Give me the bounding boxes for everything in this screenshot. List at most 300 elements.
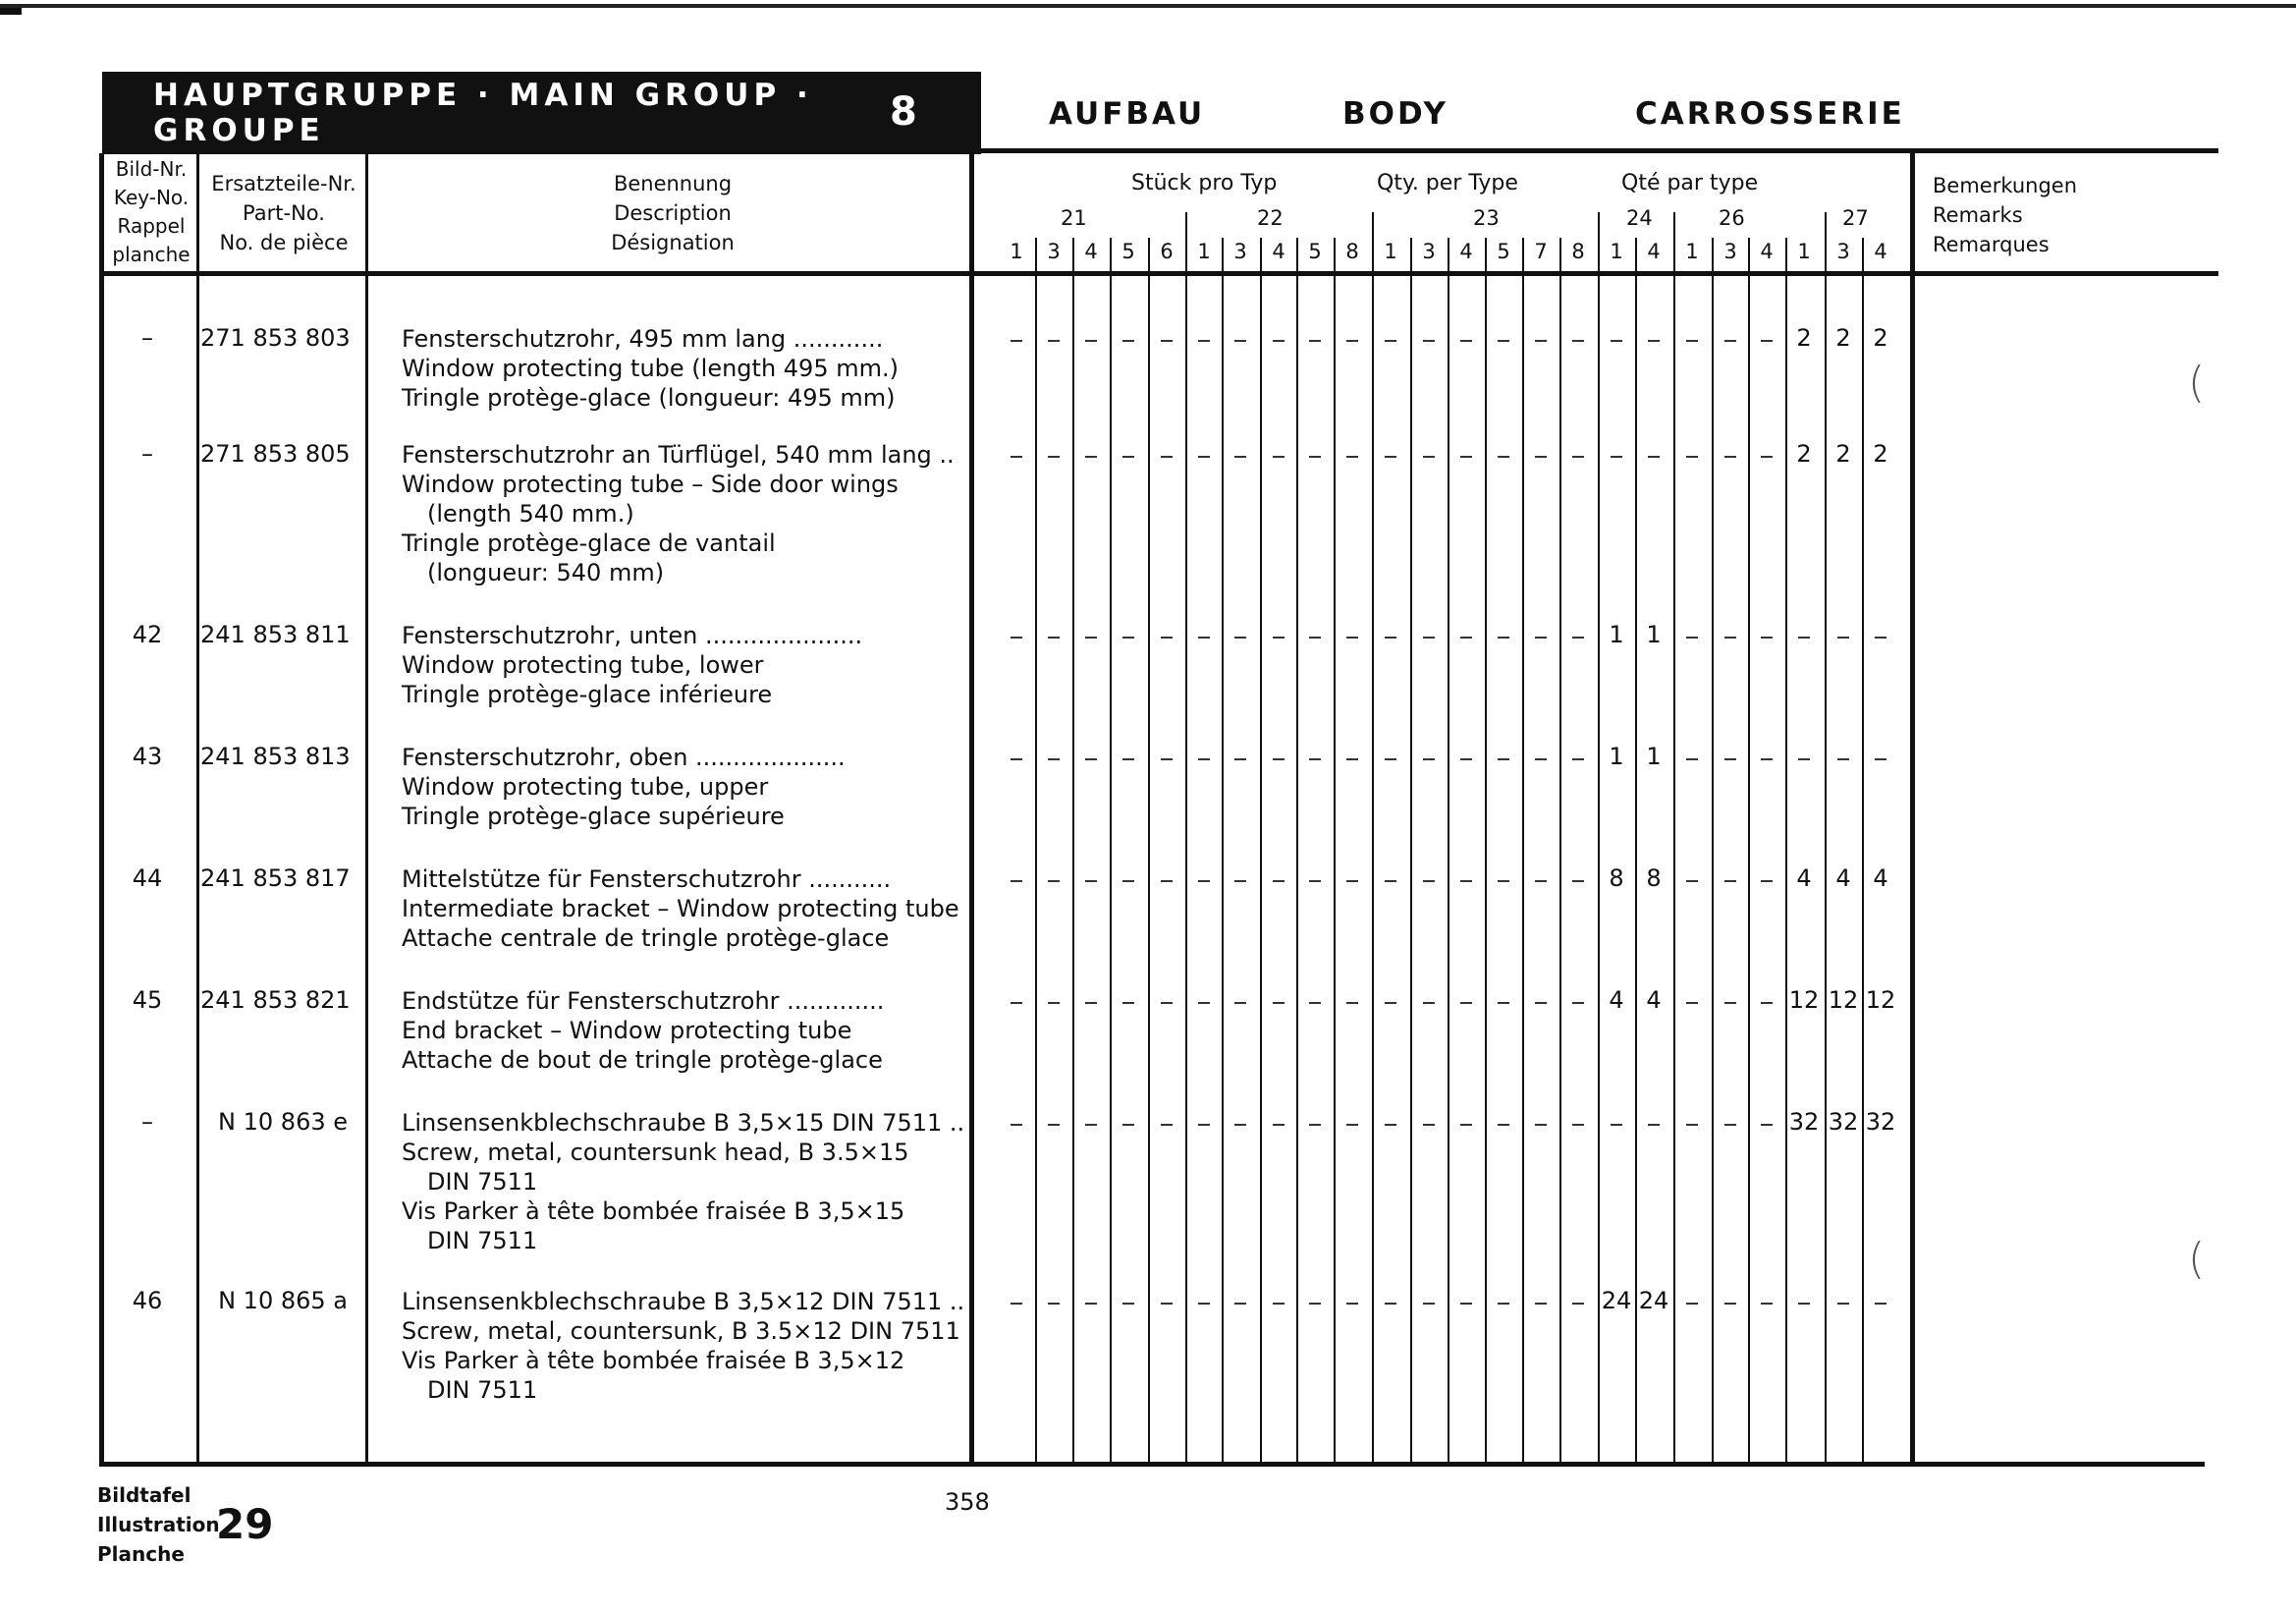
description-line: (longueur: 540 mm) (427, 559, 665, 586)
quantity-value: 1 (1646, 743, 1662, 770)
qty-header-french: Qté par type (1621, 171, 1759, 195)
quantity-dash (1198, 637, 1210, 639)
qty-column-line (1748, 238, 1750, 1464)
header-bottom-border (99, 271, 2218, 276)
type-number: 26 (1719, 206, 1745, 230)
description-line: Screw, metal, countersunk head, B 3.5×15 (402, 1139, 909, 1166)
type-group-separator (1598, 212, 1600, 238)
quantity-value: 32 (1865, 1108, 1896, 1136)
type-number: 23 (1473, 206, 1500, 230)
key-number: – (141, 440, 153, 468)
description-line: DIN 7511 (427, 1168, 538, 1196)
page-number: 358 (945, 1488, 990, 1516)
quantity-dash (1346, 456, 1358, 458)
header-rule (981, 148, 2218, 153)
subtype-number: 1 (1010, 240, 1023, 263)
description-line: Endstütze für Fensterschutzrohr ............. (402, 987, 885, 1015)
main-group-number: 8 (890, 89, 917, 135)
quantity-dash (1423, 340, 1435, 342)
quantity-dash (1611, 1124, 1622, 1126)
quantity-dash (1161, 1303, 1173, 1305)
quantity-dash (1011, 1124, 1022, 1126)
part-description (402, 324, 952, 413)
title-german: AUFBAU (1049, 96, 1206, 132)
quantity-value: 2 (1796, 324, 1812, 352)
description-line: Window protecting tube, upper (402, 773, 769, 801)
qty-column-line (1072, 238, 1074, 1464)
quantity-dash (1085, 637, 1097, 639)
quantity-dash (1724, 1303, 1736, 1305)
quantity-dash (1161, 637, 1173, 639)
key-number: 45 (132, 986, 163, 1014)
quantity-dash (1198, 456, 1210, 458)
subtype-number: 1 (1685, 240, 1699, 263)
key-number: – (141, 1108, 153, 1136)
quantity-dash (1572, 1124, 1584, 1126)
quantity-dash (1234, 1002, 1246, 1004)
quantity-dash (1234, 637, 1246, 639)
quantity-dash (1572, 1303, 1584, 1305)
type-group-separator (1673, 212, 1675, 238)
qty-column-line (1522, 238, 1524, 1464)
quantity-dash (1385, 1124, 1396, 1126)
quantity-dash (1309, 880, 1321, 882)
description-line: Mittelstütze für Fensterschutzrohr ........... (402, 865, 892, 893)
quantity-dash (1161, 340, 1173, 342)
type-number: 22 (1257, 206, 1284, 230)
quantity-value: 4 (1873, 864, 1888, 892)
quantity-dash (1346, 637, 1358, 639)
quantity-dash (1460, 1303, 1472, 1305)
quantity-dash (1309, 637, 1321, 639)
quantity-dash (1686, 1002, 1698, 1004)
quantity-dash (1234, 1124, 1246, 1126)
quantity-dash (1875, 1303, 1886, 1305)
part-number: 271 853 805 (200, 440, 351, 468)
quantity-dash (1460, 1002, 1472, 1004)
quantity-value: 2 (1796, 440, 1812, 468)
qty-column-line (1148, 238, 1150, 1464)
quantity-dash (1611, 456, 1622, 458)
quantity-dash (1423, 637, 1435, 639)
quantity-value: 1 (1609, 621, 1624, 648)
subtype-number: 3 (1233, 240, 1247, 263)
quantity-dash (1572, 637, 1584, 639)
quantity-value: 12 (1828, 986, 1859, 1014)
key-number: 42 (132, 621, 163, 648)
quantity-dash (1535, 340, 1547, 342)
qty-column-line (1185, 238, 1187, 1464)
quantity-dash (1385, 880, 1396, 882)
part-number: 271 853 803 (200, 324, 351, 352)
quantity-dash (1837, 758, 1849, 760)
quantity-dash (1346, 758, 1358, 760)
quantity-dash (1761, 1124, 1773, 1126)
qty-column-line (1110, 238, 1112, 1464)
quantity-dash (1346, 340, 1358, 342)
subtype-number: 1 (1610, 240, 1623, 263)
remarks-column-header: Bemerkungen Remarks Remarques (1933, 174, 2078, 256)
quantity-dash (1535, 456, 1547, 458)
quantity-dash (1161, 758, 1173, 760)
quantity-dash (1535, 1303, 1547, 1305)
quantity-dash (1048, 456, 1060, 458)
quantity-dash (1724, 1124, 1736, 1126)
punch-hole-mark: ( (2188, 1234, 2206, 1284)
key-number: 43 (132, 743, 163, 770)
quantity-dash (1611, 340, 1622, 342)
type-group-separator (1372, 212, 1374, 238)
subtype-number: 3 (1422, 240, 1436, 263)
quantity-dash (1837, 1303, 1849, 1305)
subtype-number: 4 (1459, 240, 1473, 263)
quantity-dash (1085, 1303, 1097, 1305)
key-number: 46 (132, 1287, 163, 1314)
description-line: End bracket – Window protecting tube (402, 1017, 852, 1044)
subtype-number: 3 (1836, 240, 1850, 263)
subtype-number: 5 (1497, 240, 1510, 263)
quantity-dash (1161, 456, 1173, 458)
qty-column-line (1862, 238, 1864, 1464)
quantity-dash (1460, 758, 1472, 760)
quantity-dash (1761, 456, 1773, 458)
qty-header-german: Stück pro Typ (1131, 171, 1278, 195)
quantity-value: 4 (1646, 986, 1662, 1014)
subtype-number: 8 (1571, 240, 1585, 263)
quantity-dash (1535, 1124, 1547, 1126)
quantity-value: 32 (1828, 1108, 1859, 1136)
quantity-dash (1085, 1002, 1097, 1004)
quantity-dash (1535, 758, 1547, 760)
quantity-dash (1572, 1002, 1584, 1004)
quantity-dash (1309, 758, 1321, 760)
part-number: N 10 863 e (218, 1108, 348, 1136)
quantity-dash (1346, 1303, 1358, 1305)
description-line: Fensterschutzrohr, 495 mm lang ............ (402, 325, 884, 353)
quantity-dash (1385, 1002, 1396, 1004)
quantity-dash (1011, 456, 1022, 458)
quantity-dash (1048, 1002, 1060, 1004)
quantity-dash (1572, 758, 1584, 760)
quantity-dash (1648, 340, 1660, 342)
quantity-dash (1234, 758, 1246, 760)
description-line: Linsensenkblechschraube B 3,5×12 DIN 7511 .. (402, 1288, 965, 1315)
quantity-dash (1011, 1303, 1022, 1305)
quantity-dash (1122, 456, 1134, 458)
quantity-dash (1011, 1002, 1022, 1004)
quantity-dash (1686, 456, 1698, 458)
quantity-dash (1011, 758, 1022, 760)
quantity-dash (1798, 637, 1810, 639)
part-description (402, 440, 955, 587)
quantity-dash (1198, 880, 1210, 882)
remarks-column-border (1910, 153, 1915, 1464)
subtype-number: 1 (1384, 240, 1397, 263)
key-number: – (141, 324, 153, 352)
quantity-dash (1460, 340, 1472, 342)
description-line: Window protecting tube – Side door wings (402, 471, 899, 498)
qty-column-line (1785, 238, 1787, 1464)
quantity-dash (1309, 1124, 1321, 1126)
quantity-dash (1648, 1124, 1660, 1126)
quantity-dash (1761, 1303, 1773, 1305)
quantity-value: 4 (1835, 864, 1851, 892)
plate-label: Bildtafel Illustration Planche (97, 1483, 220, 1566)
quantity-dash (1048, 1303, 1060, 1305)
description-line: Fensterschutzrohr an Türflügel, 540 mm lang .. (402, 441, 955, 469)
qty-column-line (1035, 238, 1037, 1464)
quantity-dash (1761, 758, 1773, 760)
quantity-dash (1122, 758, 1134, 760)
quantity-dash (1161, 1124, 1173, 1126)
description-line: DIN 7511 (427, 1376, 538, 1404)
top-edge-mark (0, 8, 22, 15)
quantity-dash (1498, 340, 1509, 342)
main-group-label: HAUPTGRUPPE · MAIN GROUP · GROUPE (153, 78, 813, 148)
quantity-value: 1 (1646, 621, 1662, 648)
top-edge-rule (0, 4, 2296, 8)
quantity-dash (1535, 1002, 1547, 1004)
quantity-dash (1085, 880, 1097, 882)
subtype-number: 7 (1534, 240, 1548, 263)
part-number: 241 853 821 (200, 986, 351, 1014)
type-number: 24 (1626, 206, 1653, 230)
quantity-dash (1085, 1124, 1097, 1126)
quantity-value: 4 (1796, 864, 1812, 892)
quantity-value: 1 (1609, 743, 1624, 770)
quantity-dash (1535, 880, 1547, 882)
qty-column-line (1372, 238, 1374, 1464)
part-description (402, 1287, 965, 1405)
quantity-dash (1385, 1303, 1396, 1305)
quantity-dash (1309, 456, 1321, 458)
description-column-border (969, 153, 974, 1464)
quantity-dash (1234, 456, 1246, 458)
quantity-dash (1161, 1002, 1173, 1004)
quantity-value: 12 (1788, 986, 1820, 1014)
part-number: 241 853 817 (200, 864, 351, 892)
type-number: 27 (1842, 206, 1869, 230)
type-number: 21 (1061, 206, 1087, 230)
quantity-dash (1724, 1002, 1736, 1004)
qty-column-line (1635, 238, 1637, 1464)
quantity-dash (1423, 1124, 1435, 1126)
quantity-dash (1385, 456, 1396, 458)
quantity-dash (1161, 880, 1173, 882)
quantity-dash (1875, 637, 1886, 639)
quantity-dash (1498, 1002, 1509, 1004)
quantity-dash (1572, 340, 1584, 342)
quantity-dash (1198, 758, 1210, 760)
quantity-dash (1198, 1002, 1210, 1004)
description-line: DIN 7511 (427, 1227, 538, 1254)
quantity-dash (1198, 340, 1210, 342)
title-english: BODY (1342, 96, 1449, 132)
description-line: Tringle protège-glace inférieure (402, 681, 773, 708)
quantity-dash (1498, 758, 1509, 760)
subtype-number: 8 (1345, 240, 1359, 263)
quantity-dash (1085, 340, 1097, 342)
part-description (402, 743, 952, 831)
description-line: Vis Parker à tête bombée fraisée B 3,5×15 (402, 1197, 905, 1225)
quantity-value: 8 (1609, 864, 1624, 892)
quantity-dash (1572, 456, 1584, 458)
description-line: Window protecting tube, lower (402, 651, 764, 679)
quantity-dash (1798, 758, 1810, 760)
quantity-dash (1122, 1303, 1134, 1305)
quantity-dash (1122, 637, 1134, 639)
description-line: Fensterschutzrohr, unten ..................... (402, 622, 863, 649)
subtype-number: 4 (1272, 240, 1285, 263)
quantity-dash (1273, 340, 1285, 342)
description-column-header: Benennung Description Désignation (611, 172, 735, 254)
quantity-dash (1423, 758, 1435, 760)
quantity-dash (1724, 758, 1736, 760)
table-bottom-border (99, 1462, 2205, 1467)
type-group-separator (1185, 212, 1187, 238)
quantity-dash (1686, 1303, 1698, 1305)
quantity-dash (1724, 880, 1736, 882)
quantity-dash (1048, 637, 1060, 639)
quantity-dash (1309, 1303, 1321, 1305)
quantity-dash (1686, 1124, 1698, 1126)
quantity-dash (1234, 1303, 1246, 1305)
subtype-number: 3 (1047, 240, 1061, 263)
quantity-dash (1423, 1002, 1435, 1004)
quantity-dash (1498, 637, 1509, 639)
subtype-number: 5 (1308, 240, 1322, 263)
quantity-dash (1085, 456, 1097, 458)
subtype-number: 5 (1121, 240, 1135, 263)
description-line: Intermediate bracket – Window protecting tube (402, 895, 959, 922)
type-group-separator (1825, 212, 1827, 238)
quantity-dash (1572, 880, 1584, 882)
description-line: Vis Parker à tête bombée fraisée B 3,5×12 (402, 1347, 905, 1374)
part-description (402, 1108, 965, 1255)
quantity-dash (1011, 880, 1022, 882)
quantity-dash (1385, 637, 1396, 639)
quantity-dash (1798, 1303, 1810, 1305)
quantity-dash (1686, 880, 1698, 882)
quantity-value: 2 (1835, 324, 1851, 352)
quantity-dash (1686, 637, 1698, 639)
subtype-number: 1 (1797, 240, 1811, 263)
part-column-header: Ersatzteile-Nr. Part-No. No. de pièce (211, 172, 356, 254)
part-number: N 10 865 a (218, 1287, 348, 1314)
quantity-dash (1273, 1124, 1285, 1126)
quantity-dash (1198, 1303, 1210, 1305)
quantity-dash (1875, 758, 1886, 760)
quantity-dash (1648, 456, 1660, 458)
description-line: Screw, metal, countersunk, B 3.5×12 DIN 7511 (402, 1317, 960, 1345)
quantity-dash (1686, 758, 1698, 760)
quantity-dash (1048, 758, 1060, 760)
qty-column-line (1296, 238, 1298, 1464)
description-line: Attache centrale de tringle protège-glace (402, 924, 890, 952)
quantity-dash (1423, 880, 1435, 882)
quantity-dash (1385, 340, 1396, 342)
part-description (402, 621, 952, 709)
qty-column-line (1485, 238, 1487, 1464)
quantity-dash (1273, 1303, 1285, 1305)
quantity-dash (1273, 456, 1285, 458)
quantity-dash (1761, 880, 1773, 882)
description-line: Window protecting tube (length 495 mm.) (402, 355, 899, 382)
quantity-dash (1686, 340, 1698, 342)
quantity-dash (1423, 1303, 1435, 1305)
key-column-header: Bild-Nr. Key-No. Rappel planche (112, 157, 191, 266)
quantity-dash (1724, 340, 1736, 342)
quantity-dash (1085, 758, 1097, 760)
quantity-dash (1498, 456, 1509, 458)
quantity-dash (1460, 880, 1472, 882)
quantity-dash (1346, 1002, 1358, 1004)
quantity-dash (1498, 1303, 1509, 1305)
quantity-dash (1122, 1002, 1134, 1004)
quantity-dash (1346, 1124, 1358, 1126)
description-line: Linsensenkblechschraube B 3,5×15 DIN 7511 .. (402, 1109, 965, 1137)
quantity-value: 2 (1873, 440, 1888, 468)
qty-column-line (1712, 238, 1714, 1464)
quantity-value: 32 (1788, 1108, 1820, 1136)
main-group-banner (102, 72, 981, 154)
quantity-dash (1761, 1002, 1773, 1004)
quantity-dash (1048, 880, 1060, 882)
plate-number: 29 (216, 1500, 274, 1548)
quantity-dash (1309, 1002, 1321, 1004)
quantity-dash (1234, 880, 1246, 882)
quantity-value: 24 (1638, 1287, 1669, 1314)
part-number: 241 853 813 (200, 743, 351, 770)
quantity-dash (1122, 1124, 1134, 1126)
quantity-dash (1122, 880, 1134, 882)
quantity-value: 8 (1646, 864, 1662, 892)
quantity-dash (1724, 456, 1736, 458)
quantity-dash (1460, 637, 1472, 639)
quantity-value: 12 (1865, 986, 1896, 1014)
qty-column-line (1448, 238, 1449, 1464)
qty-column-line (1222, 238, 1224, 1464)
quantity-value: 2 (1835, 440, 1851, 468)
quantity-dash (1460, 456, 1472, 458)
part-description (402, 864, 959, 953)
qty-column-line (1334, 238, 1336, 1464)
description-line: Attache de bout de tringle protège-glace (402, 1046, 883, 1074)
quantity-value: 24 (1601, 1287, 1632, 1314)
qty-column-line (1598, 238, 1600, 1464)
quantity-dash (1273, 637, 1285, 639)
quantity-dash (1346, 880, 1358, 882)
qty-column-line (1559, 238, 1561, 1464)
quantity-dash (1535, 637, 1547, 639)
quantity-dash (1011, 340, 1022, 342)
qty-column-line (1673, 238, 1675, 1464)
quantity-dash (1122, 340, 1134, 342)
description-line: Tringle protège-glace (longueur: 495 mm) (402, 384, 896, 412)
quantity-dash (1198, 1124, 1210, 1126)
qty-column-line (1410, 238, 1412, 1464)
subtype-number: 4 (1647, 240, 1661, 263)
quantity-dash (1048, 340, 1060, 342)
quantity-dash (1498, 1124, 1509, 1126)
quantity-dash (1385, 758, 1396, 760)
quantity-dash (1761, 637, 1773, 639)
quantity-dash (1498, 880, 1509, 882)
quantity-dash (1273, 758, 1285, 760)
part-description (402, 986, 952, 1075)
part-number: 241 853 811 (200, 621, 351, 648)
subtype-number: 3 (1723, 240, 1737, 263)
